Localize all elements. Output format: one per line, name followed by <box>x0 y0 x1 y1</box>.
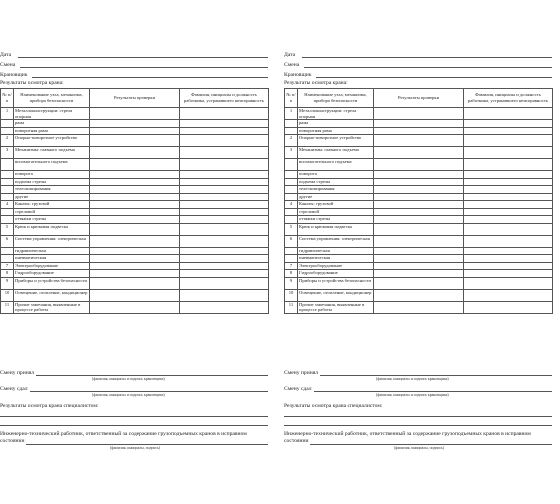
fixed-by-cell[interactable] <box>180 186 269 194</box>
check-result-cell[interactable] <box>374 277 464 289</box>
row-item-name: Система управления: электрическая <box>298 235 374 247</box>
row-number: 8 <box>1 270 14 278</box>
table-row <box>285 178 553 186</box>
row-item-name: вспомогательного подъема <box>298 159 374 171</box>
table-row <box>1 147 269 159</box>
row-number <box>1 159 14 171</box>
row-item-name: стреловой <box>14 208 90 216</box>
row-number <box>285 127 298 135</box>
table-row <box>285 223 553 235</box>
row-item-name: гидравлическая <box>298 247 374 255</box>
row-item-name: Освещение, отопление, кондиционер <box>298 289 374 301</box>
shift-field[interactable] <box>0 62 268 69</box>
row-item-name: рама <box>298 120 374 128</box>
check-result-cell[interactable] <box>374 108 464 120</box>
engineer-caption: (фамилия, инициалы, подпись) <box>394 446 445 450</box>
row-number: 4 <box>285 201 298 209</box>
table-row <box>1 270 269 278</box>
blank-line[interactable] <box>0 416 268 417</box>
fixed-by-cell[interactable] <box>180 193 269 201</box>
row-number <box>1 247 14 255</box>
fixed-by-cell[interactable] <box>180 171 269 179</box>
table-row <box>285 216 553 224</box>
fixed-by-cell[interactable] <box>464 159 553 171</box>
table-row <box>285 235 553 247</box>
specialist-results-heading: Результаты осмотра крана специалистом: <box>0 403 99 409</box>
shift-handed-label: Смену сдал <box>0 386 28 392</box>
row-number <box>285 186 298 194</box>
fixed-by-cell[interactable] <box>180 135 269 147</box>
check-result-cell[interactable] <box>374 235 464 247</box>
row-item-name: поворота <box>14 171 90 179</box>
row-item-name: телескопирования <box>298 186 374 194</box>
shift-accepted-field[interactable] <box>284 370 552 377</box>
row-item-name: другие <box>298 193 374 201</box>
row-item-name: Механизмы: главного подъема <box>298 147 374 159</box>
fixed-by-cell[interactable] <box>464 255 553 263</box>
row-item-name: телескопирования <box>14 186 90 194</box>
check-result-cell[interactable] <box>90 255 180 263</box>
check-result-cell[interactable] <box>90 108 180 120</box>
row-item-name: Система управления: электрическая <box>14 235 90 247</box>
column-header: № п/п <box>1 89 14 108</box>
column-header: Результаты проверки <box>90 89 180 108</box>
engineer-statement: Инженерно-технический работник, ответственный за содержание грузоподъемных кранов в исправном состоянии <box>0 431 247 444</box>
table-row <box>285 277 553 289</box>
date-label: Дата <box>0 52 12 58</box>
row-item-name: Прочие замечания, выявленные в процессе работы <box>14 301 90 313</box>
fixed-by-cell[interactable] <box>464 171 553 179</box>
table-row <box>285 108 553 120</box>
crane-operator-field[interactable] <box>284 72 552 79</box>
fixed-by-cell[interactable] <box>180 301 269 313</box>
row-number: 4 <box>1 201 14 209</box>
check-result-cell[interactable] <box>90 127 180 135</box>
row-number: 8 <box>285 270 298 278</box>
row-item-name: Опорно-поворотное устройство <box>298 135 374 147</box>
row-item-name: Механизмы: главного подъема <box>14 147 90 159</box>
row-number <box>285 120 298 128</box>
fixed-by-cell[interactable] <box>464 127 553 135</box>
row-number <box>285 216 298 224</box>
shift-handed-field[interactable] <box>284 386 552 393</box>
row-item-name: поворотная рама <box>14 127 90 135</box>
fixed-by-cell[interactable] <box>180 270 269 278</box>
row-number <box>285 208 298 216</box>
inspection-table <box>284 88 553 314</box>
check-result-cell[interactable] <box>374 247 464 255</box>
row-number: 6 <box>285 235 298 247</box>
row-number <box>285 193 298 201</box>
table-row <box>1 193 269 201</box>
column-header: Фамилия, инициалы и должность работника, устранившего неисправность <box>464 89 553 108</box>
fixed-by-cell[interactable] <box>180 120 269 128</box>
check-result-cell[interactable] <box>90 159 180 171</box>
table-row <box>285 289 553 301</box>
blank-line[interactable] <box>284 416 552 417</box>
table-row <box>285 147 553 159</box>
row-number <box>1 255 14 263</box>
check-result-cell[interactable] <box>374 216 464 224</box>
fixed-by-cell[interactable] <box>464 216 553 224</box>
check-result-cell[interactable] <box>374 201 464 209</box>
fixed-by-cell[interactable] <box>180 147 269 159</box>
row-item-name: Металлоконструкции: стрела опорная <box>298 108 374 120</box>
table-row <box>285 270 553 278</box>
table-row <box>1 201 269 209</box>
check-result-cell[interactable] <box>374 127 464 135</box>
engineer-signature-line[interactable] <box>310 444 552 445</box>
engineer-statement: Инженерно-технический работник, ответственный за содержание грузоподъемных кранов в исправном состоянии <box>284 431 531 444</box>
row-number <box>1 216 14 224</box>
row-item-name: Приборы и устройства безопасности <box>298 277 374 289</box>
row-number: 7 <box>1 262 14 270</box>
row-number <box>285 255 298 263</box>
row-number: 5 <box>285 223 298 235</box>
table-row <box>285 135 553 147</box>
table-row <box>285 193 553 201</box>
shift-label: Смена <box>284 62 300 68</box>
table-row <box>1 171 269 179</box>
row-number: 1 <box>1 108 14 120</box>
engineer-signature-line[interactable] <box>26 444 268 445</box>
table-row <box>285 127 553 135</box>
row-number <box>285 159 298 171</box>
fixed-by-cell[interactable] <box>464 289 553 301</box>
row-item-name: Крюк и крюковая подвеска <box>14 223 90 235</box>
check-result-cell[interactable] <box>374 186 464 194</box>
fixed-by-cell[interactable] <box>180 208 269 216</box>
row-item-name: Опорно-поворотное устройство <box>14 135 90 147</box>
check-result-cell[interactable] <box>374 171 464 179</box>
row-number: 3 <box>1 147 14 159</box>
row-item-name: Канаты: грузовой <box>14 201 90 209</box>
engineer-caption: (фамилия, инициалы, подпись) <box>110 446 161 450</box>
table-row <box>1 120 269 128</box>
column-header: № п/п <box>285 89 298 108</box>
table-row <box>1 216 269 224</box>
fixed-by-cell[interactable] <box>464 270 553 278</box>
table-row <box>285 120 553 128</box>
check-result-cell[interactable] <box>374 255 464 263</box>
table-row <box>285 208 553 216</box>
shift-accepted-label: Смену принял <box>0 370 35 376</box>
row-number <box>1 193 14 201</box>
row-number: 1 <box>285 108 298 120</box>
row-number: 7 <box>285 262 298 270</box>
fixed-by-cell[interactable] <box>180 235 269 247</box>
table-row <box>1 159 269 171</box>
blank-line[interactable] <box>284 425 552 426</box>
row-number: 9 <box>1 277 14 289</box>
check-result-cell[interactable] <box>90 216 180 224</box>
row-item-name: Электрооборудование <box>298 262 374 270</box>
row-number <box>1 120 14 128</box>
table-body <box>1 108 269 314</box>
check-result-cell[interactable] <box>90 208 180 216</box>
table-row <box>285 262 553 270</box>
fixed-by-cell[interactable] <box>180 216 269 224</box>
row-item-name: гидравлическая <box>14 247 90 255</box>
signature-caption: (фамилия, инициалы и подпись крановщика) <box>376 377 449 381</box>
row-item-name: Канаты: грузовой <box>298 201 374 209</box>
check-result-cell[interactable] <box>374 178 464 186</box>
table-row <box>1 235 269 247</box>
table-row <box>1 301 269 313</box>
table-row <box>1 108 269 120</box>
check-result-cell[interactable] <box>374 262 464 270</box>
column-header: Наименование узла, механизма, прибора безопасности <box>14 89 90 108</box>
fixed-by-cell[interactable] <box>464 223 553 235</box>
shift-label: Смена <box>0 62 16 68</box>
row-item-name: другие <box>14 193 90 201</box>
check-result-cell[interactable] <box>374 159 464 171</box>
row-number <box>1 208 14 216</box>
check-result-cell[interactable] <box>90 178 180 186</box>
fixed-by-cell[interactable] <box>180 178 269 186</box>
row-item-name: оттяжки стрелы <box>298 216 374 224</box>
row-item-name: Металлоконструкции: стрела опорная <box>14 108 90 120</box>
row-number <box>1 178 14 186</box>
check-result-cell[interactable] <box>90 186 180 194</box>
fixed-by-cell[interactable] <box>464 235 553 247</box>
row-item-name: подъема стрелы <box>298 178 374 186</box>
column-header: Наименование узла, механизма, прибора безопасности <box>298 89 374 108</box>
shift-handed-field[interactable] <box>0 386 268 393</box>
check-result-cell[interactable] <box>374 135 464 147</box>
check-result-cell[interactable] <box>90 301 180 313</box>
row-number: 11 <box>285 301 298 313</box>
table-row <box>1 135 269 147</box>
row-number: 11 <box>1 301 14 313</box>
check-result-cell[interactable] <box>90 270 180 278</box>
row-item-name: пневматическая <box>14 255 90 263</box>
crane-operator-label: Крановщик <box>284 72 312 78</box>
row-item-name: оттяжки стрелы <box>14 216 90 224</box>
fixed-by-cell[interactable] <box>464 193 553 201</box>
fixed-by-cell[interactable] <box>464 178 553 186</box>
table-row <box>285 171 553 179</box>
column-header: Фамилия, инициалы и должность работника, устранившего неисправность <box>180 89 269 108</box>
shift-accepted-field[interactable] <box>0 370 268 377</box>
row-number <box>1 171 14 179</box>
row-item-name: стреловой <box>298 208 374 216</box>
table-body <box>285 108 553 314</box>
row-number <box>285 247 298 255</box>
fixed-by-cell[interactable] <box>180 247 269 255</box>
row-item-name: поворотная рама <box>298 127 374 135</box>
specialist-results-heading: Результаты осмотра крана специалистом: <box>284 403 383 409</box>
date-field[interactable] <box>0 52 268 59</box>
table-row <box>1 277 269 289</box>
row-number: 9 <box>285 277 298 289</box>
check-result-cell[interactable] <box>374 289 464 301</box>
check-result-cell[interactable] <box>90 171 180 179</box>
date-field[interactable] <box>284 52 552 59</box>
check-result-cell[interactable] <box>374 208 464 216</box>
signature-caption: (фамилия, инициалы и подпись крановщика) <box>92 377 165 381</box>
table-row <box>285 255 553 263</box>
fixed-by-cell[interactable] <box>464 201 553 209</box>
fixed-by-cell[interactable] <box>180 255 269 263</box>
table-row <box>1 208 269 216</box>
row-number: 10 <box>285 289 298 301</box>
row-item-name: Электрооборудование <box>14 262 90 270</box>
row-item-name: Гидрооборудование <box>14 270 90 278</box>
row-number <box>285 171 298 179</box>
table-row <box>285 159 553 171</box>
check-result-cell[interactable] <box>374 223 464 235</box>
signature-caption: (фамилия, инициалы и подпись крановщика) <box>376 393 449 397</box>
row-item-name: Гидрооборудование <box>298 270 374 278</box>
fixed-by-cell[interactable] <box>180 262 269 270</box>
table-row <box>285 201 553 209</box>
row-item-name: Освещение, отопление, кондиционер <box>14 289 90 301</box>
row-number <box>1 186 14 194</box>
check-result-cell[interactable] <box>90 235 180 247</box>
fixed-by-cell[interactable] <box>180 201 269 209</box>
table-row <box>1 262 269 270</box>
row-number: 6 <box>1 235 14 247</box>
check-result-cell[interactable] <box>90 277 180 289</box>
fixed-by-cell[interactable] <box>464 135 553 147</box>
row-item-name: Крюк и крюковая подвеска <box>298 223 374 235</box>
table-row <box>1 127 269 135</box>
table-row <box>285 247 553 255</box>
fixed-by-cell[interactable] <box>464 277 553 289</box>
row-number: 10 <box>1 289 14 301</box>
table-row <box>285 186 553 194</box>
fixed-by-cell[interactable] <box>464 108 553 120</box>
check-result-cell[interactable] <box>90 247 180 255</box>
fixed-by-cell[interactable] <box>464 301 553 313</box>
row-number: 3 <box>285 147 298 159</box>
table-row <box>1 186 269 194</box>
check-result-cell[interactable] <box>90 147 180 159</box>
row-item-name: пневматическая <box>298 255 374 263</box>
row-item-name: Приборы и устройства безопасности <box>14 277 90 289</box>
signature-caption: (фамилия, инициалы и подпись крановщика) <box>92 393 165 397</box>
fixed-by-cell[interactable] <box>180 159 269 171</box>
fixed-by-cell[interactable] <box>180 127 269 135</box>
check-result-cell[interactable] <box>90 193 180 201</box>
row-number <box>1 127 14 135</box>
fixed-by-cell[interactable] <box>464 186 553 194</box>
check-result-cell[interactable] <box>374 193 464 201</box>
fixed-by-cell[interactable] <box>180 108 269 120</box>
row-item-name: Прочие замечания, выявленные в процессе работы <box>298 301 374 313</box>
form-page-right <box>284 0 556 504</box>
table-row <box>1 178 269 186</box>
fixed-by-cell[interactable] <box>464 247 553 255</box>
check-result-cell[interactable] <box>90 135 180 147</box>
crane-operator-label: Крановщик <box>0 72 28 78</box>
check-result-cell[interactable] <box>374 120 464 128</box>
row-item-name: подъема стрелы <box>14 178 90 186</box>
fixed-by-cell[interactable] <box>180 223 269 235</box>
fixed-by-cell[interactable] <box>180 277 269 289</box>
shift-field[interactable] <box>284 62 552 69</box>
inspection-results-heading: Результаты осмотра крана: <box>284 80 348 86</box>
check-result-cell[interactable] <box>90 223 180 235</box>
fixed-by-cell[interactable] <box>180 289 269 301</box>
inspection-table <box>0 88 269 314</box>
check-result-cell[interactable] <box>374 301 464 313</box>
check-result-cell[interactable] <box>90 120 180 128</box>
inspection-results-heading: Результаты осмотра крана: <box>0 80 64 86</box>
check-result-cell[interactable] <box>90 201 180 209</box>
row-number: 5 <box>1 223 14 235</box>
check-result-cell[interactable] <box>90 262 180 270</box>
table-row <box>1 247 269 255</box>
check-result-cell[interactable] <box>374 147 464 159</box>
shift-accepted-label: Смену принял <box>284 370 319 376</box>
date-label: Дата <box>284 52 296 58</box>
row-item-name: вспомогательного подъема <box>14 159 90 171</box>
row-item-name: поворота <box>298 171 374 179</box>
form-page-left <box>0 0 272 504</box>
row-number <box>285 178 298 186</box>
blank-line[interactable] <box>0 425 268 426</box>
table-row <box>285 301 553 313</box>
table-row <box>1 289 269 301</box>
row-number: 2 <box>1 135 14 147</box>
crane-operator-field[interactable] <box>0 72 268 79</box>
fixed-by-cell[interactable] <box>464 120 553 128</box>
fixed-by-cell[interactable] <box>464 147 553 159</box>
fixed-by-cell[interactable] <box>464 262 553 270</box>
column-header: Результаты проверки <box>374 89 464 108</box>
fixed-by-cell[interactable] <box>464 208 553 216</box>
row-item-name: рама <box>14 120 90 128</box>
check-result-cell[interactable] <box>374 270 464 278</box>
table-row <box>1 223 269 235</box>
table-row <box>1 255 269 263</box>
shift-handed-label: Смену сдал <box>284 386 312 392</box>
check-result-cell[interactable] <box>90 289 180 301</box>
row-number: 2 <box>285 135 298 147</box>
